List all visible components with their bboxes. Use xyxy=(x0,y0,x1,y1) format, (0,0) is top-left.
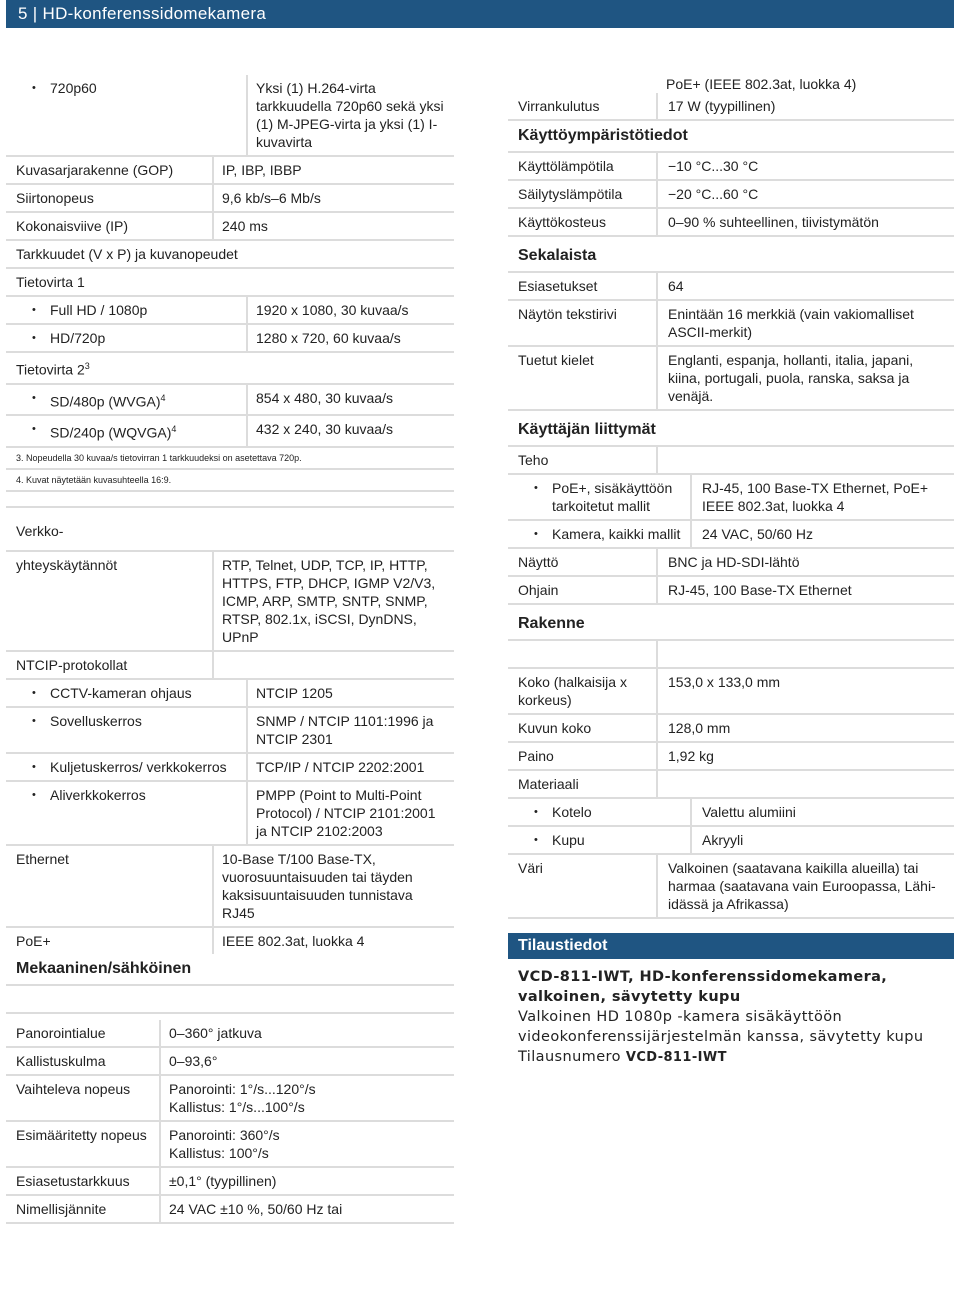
divider xyxy=(6,986,454,1014)
spec-value: Enintään 16 merkkiä (vain vakiomalliset ASCII-merkit) xyxy=(656,301,954,345)
spec-value xyxy=(159,1076,454,1120)
value-line: Kallistus: 100°/s xyxy=(169,1144,269,1161)
spec-row xyxy=(6,652,454,680)
spec-label: Väri xyxy=(518,860,543,876)
order-title: VCD-811-IWT, HD-konferenssidomekamera, valkoinen, sävytetty kupu xyxy=(518,969,888,1005)
spec-value: 240 ms xyxy=(212,213,454,239)
footnote-mark: 4 xyxy=(171,424,177,435)
spec-value xyxy=(212,652,454,678)
spec-row xyxy=(6,157,454,185)
spec-value: 854 x 480, 30 kuvaa/s xyxy=(246,385,454,415)
spec-value: PMPP (Point to Multi-Point Protocol) / NTCIP 2101:2001 ja NTCIP 2102:2003 xyxy=(246,782,454,844)
spec-row xyxy=(508,743,954,771)
section-heading: Sekalaista xyxy=(508,237,954,273)
spec-row xyxy=(6,1168,454,1196)
spec-row xyxy=(6,213,454,241)
spec-label: • Kupu xyxy=(508,827,690,853)
spec-label: Panorointialue xyxy=(16,1024,106,1041)
spec-label: Näytön tekstirivi xyxy=(518,306,617,322)
spec-row xyxy=(508,827,954,855)
section-subhead: Tarkkuudet (V x P) ja kuvanopeudet xyxy=(6,241,454,269)
spec-row xyxy=(508,715,954,743)
section-heading: Käyttäjän liittymät xyxy=(508,411,954,447)
label-text: SD/480p (WVGA) xyxy=(50,393,161,410)
spec-row xyxy=(508,273,954,301)
spec-row xyxy=(6,385,454,417)
value-line: Kallistus: 1°/s...100°/s xyxy=(169,1098,305,1115)
spec-value: SNMP / NTCIP 1101:1996 ja NTCIP 2301 xyxy=(246,708,454,752)
spec-label xyxy=(508,641,656,667)
order-number-label: Tilausnumero xyxy=(518,1049,621,1065)
spec-label: Näyttö xyxy=(518,554,559,570)
spec-row xyxy=(508,771,954,799)
value-line: Panorointi: 360°/s xyxy=(169,1126,280,1143)
spec-value: 24 VAC, 50/60 Hz xyxy=(690,521,954,547)
spec-row xyxy=(508,301,954,347)
label-text: SD/240p (WQVGA) xyxy=(50,424,172,441)
spec-label: • CCTV-kameran ohjaus xyxy=(6,680,246,706)
spec-row xyxy=(6,708,454,754)
spec-value: 0–360° jatkuva xyxy=(159,1020,454,1046)
footnote-mark: 3 xyxy=(84,361,90,371)
section-heading: Mekaaninen/sähköinen xyxy=(6,954,454,986)
spec-row xyxy=(508,521,954,549)
spec-label: • HD/720p xyxy=(6,325,246,351)
spec-row xyxy=(6,416,454,448)
spec-label: Koko (halkaisija x korkeus) xyxy=(518,674,627,708)
spec-label: Tuetut kielet xyxy=(518,352,594,368)
spec-row xyxy=(6,1196,454,1224)
spec-value xyxy=(159,1122,454,1166)
spec-value: RTP, Telnet, UDP, TCP, IP, HTTP, HTTPS, FTP, DHCP, IGMP V2/V3, ICMP, ARP, SMTP, SNTP, SNMP, RTSP, 802.1x, iSCSI, DynDNS, UPnP xyxy=(212,552,454,650)
spec-value: 0–93,6° xyxy=(159,1048,454,1074)
section-subhead: Verkko- xyxy=(6,508,454,552)
spec-label: NTCIP-protokollat xyxy=(16,656,128,673)
page-title: 5 | HD-konferenssidomekamera xyxy=(18,4,267,23)
spec-row xyxy=(508,181,954,209)
spec-row xyxy=(6,297,454,325)
right-column xyxy=(508,75,954,1076)
spec-value: PoE+ (IEEE 802.3at, luokka 4) xyxy=(666,76,857,92)
spec-row xyxy=(508,577,954,605)
spec-row xyxy=(6,1020,454,1048)
spec-value: 24 VAC ±10 %, 50/60 Hz tai xyxy=(159,1196,454,1222)
spec-label: Kuvun koko xyxy=(518,720,592,736)
spec-row xyxy=(508,447,954,475)
spec-value: −20 °C...60 °C xyxy=(656,181,954,207)
order-number-line xyxy=(518,1047,944,1068)
value-line: Panorointi: 1°/s...120°/s xyxy=(169,1080,316,1097)
spec-label: Vaihteleva nopeus xyxy=(16,1080,131,1097)
spec-value xyxy=(656,771,954,797)
spec-label: Ethernet xyxy=(16,850,69,867)
spec-label: • Full HD / 1080p xyxy=(6,297,246,323)
spec-label: Esimääritetty nopeus xyxy=(16,1126,147,1143)
spec-label xyxy=(6,416,246,446)
spec-label: Esiasetustarkkuus xyxy=(16,1172,130,1189)
spec-row xyxy=(508,549,954,577)
spec-label: Teho xyxy=(518,452,549,468)
spec-label: Siirtonopeus xyxy=(16,190,94,206)
footnote-mark: 4 xyxy=(160,392,166,403)
spec-row xyxy=(6,754,454,782)
spec-label: Kallistuskulma xyxy=(16,1052,106,1069)
left-column xyxy=(6,75,454,1224)
spec-value: 1,92 kg xyxy=(656,743,954,769)
footnote: 4. Kuvat näytetään kuvasuhteella 16:9. xyxy=(6,470,454,492)
spec-row xyxy=(6,846,454,928)
spec-value xyxy=(656,641,954,667)
spec-row xyxy=(6,75,454,157)
order-number: VCD-811-IWT xyxy=(625,1050,727,1065)
spec-label: Nimellisjännite xyxy=(16,1200,107,1217)
spec-row xyxy=(6,782,454,846)
spec-row xyxy=(508,475,954,521)
spec-row xyxy=(6,552,454,652)
spec-label: • Sovelluskerros xyxy=(6,708,246,752)
spec-label: Paino xyxy=(518,748,554,764)
section-heading: Käyttöympäristötiedot xyxy=(508,121,954,153)
spec-label: Virrankulutus xyxy=(518,98,600,114)
spec-label: Kokonaisviive (IP) xyxy=(16,218,129,234)
spec-row xyxy=(508,93,954,121)
spec-row xyxy=(508,855,954,919)
gap xyxy=(508,919,954,933)
spec-value: Valkoinen (saatavana kaikilla alueilla) tai harmaa (saatavana vain Euroopassa, Lähi-idässä ja Afrikassa) xyxy=(656,855,954,917)
spec-value: Valettu alumiini xyxy=(690,799,954,825)
spec-value: Englanti, espanja, hollanti, italia, japani, kiina, portugali, puola, ranska, saksa ja venäjä. xyxy=(656,347,954,409)
spec-value: RJ-45, 100 Base-TX Ethernet, PoE+ IEEE 802.3at, luokka 4 xyxy=(690,475,954,519)
spec-row xyxy=(508,347,954,411)
spec-value: 0–90 % suhteellinen, tiivistymätön xyxy=(656,209,954,235)
spec-label: • Aliverkkokerros xyxy=(6,782,246,844)
spec-row xyxy=(6,325,454,353)
order-info xyxy=(508,959,954,1076)
page-header xyxy=(6,0,954,28)
section-subhead xyxy=(6,353,454,385)
spec-label: • 720p60 xyxy=(6,75,246,155)
spec-label: Ohjain xyxy=(518,582,559,598)
spec-value: 17 W (tyypillinen) xyxy=(656,93,954,119)
spec-label: • Kuljetuskerros/ verkkokerros xyxy=(6,754,246,780)
spec-row xyxy=(508,669,954,715)
spec-label: • Kamera, kaikki mallit xyxy=(508,521,690,547)
spec-value: BNC ja HD-SDI-lähtö xyxy=(656,549,954,575)
spec-row xyxy=(6,185,454,213)
spec-label: Materiaali xyxy=(518,776,579,792)
spec-label: Kuvasarjarakenne (GOP) xyxy=(16,162,174,178)
spec-value: 64 xyxy=(656,273,954,299)
spec-value: 9,6 kb/s–6 Mb/s xyxy=(212,185,454,211)
spec-value xyxy=(656,447,954,473)
spec-value: Yksi (1) H.264-virta tarkkuudella 720p60 sekä yksi (1) M-JPEG-virta ja yksi (1) I-kuvavirta xyxy=(246,75,454,155)
section-heading: Rakenne xyxy=(508,605,954,641)
divider xyxy=(6,492,454,508)
spec-label: • Kotelo xyxy=(508,799,690,825)
spec-label xyxy=(6,385,246,415)
spec-label: Käyttökosteus xyxy=(518,214,606,230)
spec-value: 1280 x 720, 60 kuvaa/s xyxy=(246,325,454,351)
order-section-heading: Tilaustiedot xyxy=(508,933,954,959)
spec-label: Säilytyslämpötila xyxy=(518,186,623,202)
spec-row xyxy=(508,799,954,827)
spec-row xyxy=(508,641,954,669)
spec-label: PoE+ xyxy=(16,932,51,949)
spec-value: IEEE 802.3at, luokka 4 xyxy=(212,928,454,954)
spec-label: yhteyskäytännöt xyxy=(16,556,118,573)
spec-row xyxy=(6,1076,454,1122)
spec-value: NTCIP 1205 xyxy=(246,680,454,706)
spec-value: Akryyli xyxy=(690,827,954,853)
spec-value: 153,0 x 133,0 mm xyxy=(656,669,954,713)
spec-value: ±0,1° (tyypillinen) xyxy=(159,1168,454,1194)
spec-row xyxy=(6,1048,454,1076)
spec-row xyxy=(508,75,954,93)
section-subhead: Tietovirta 1 xyxy=(6,269,454,297)
order-description: Valkoinen HD 1080p -kamera sisäkäyttöön videokonferenssijärjestelmän kanssa, sävytetty kupu xyxy=(518,1009,924,1045)
spec-row xyxy=(508,209,954,237)
spec-value: TCP/IP / NTCIP 2202:2001 xyxy=(246,754,454,780)
spec-row xyxy=(6,928,454,954)
spec-row xyxy=(6,1122,454,1168)
spec-value: IP, IBP, IBBP xyxy=(212,157,454,183)
spec-label: • PoE+, sisäkäyttöön tarkoitetut mallit xyxy=(508,475,690,519)
spec-value: 432 x 240, 30 kuvaa/s xyxy=(246,416,454,446)
spec-value: 1920 x 1080, 30 kuvaa/s xyxy=(246,297,454,323)
spec-row xyxy=(6,680,454,708)
stream2-label: Tietovirta 2 xyxy=(16,361,85,378)
spec-value: 128,0 mm xyxy=(656,715,954,741)
footnote: 3. Nopeudella 30 kuvaa/s tietovirran 1 tarkkuudeksi on asetettava 720p. xyxy=(6,448,454,470)
spec-value: 10-Base T/100 Base-TX, vuorosuuntaisuuden tai täyden kaksisuuntaisuuden tunnistava RJ45 xyxy=(212,846,454,926)
spec-value: RJ-45, 100 Base-TX Ethernet xyxy=(656,577,954,603)
spec-label: Käyttölämpötila xyxy=(518,158,614,174)
spec-label: Esiasetukset xyxy=(518,278,598,294)
spec-label xyxy=(508,75,656,93)
spec-row xyxy=(508,153,954,181)
spec-value: −10 °C...30 °C xyxy=(656,153,954,179)
